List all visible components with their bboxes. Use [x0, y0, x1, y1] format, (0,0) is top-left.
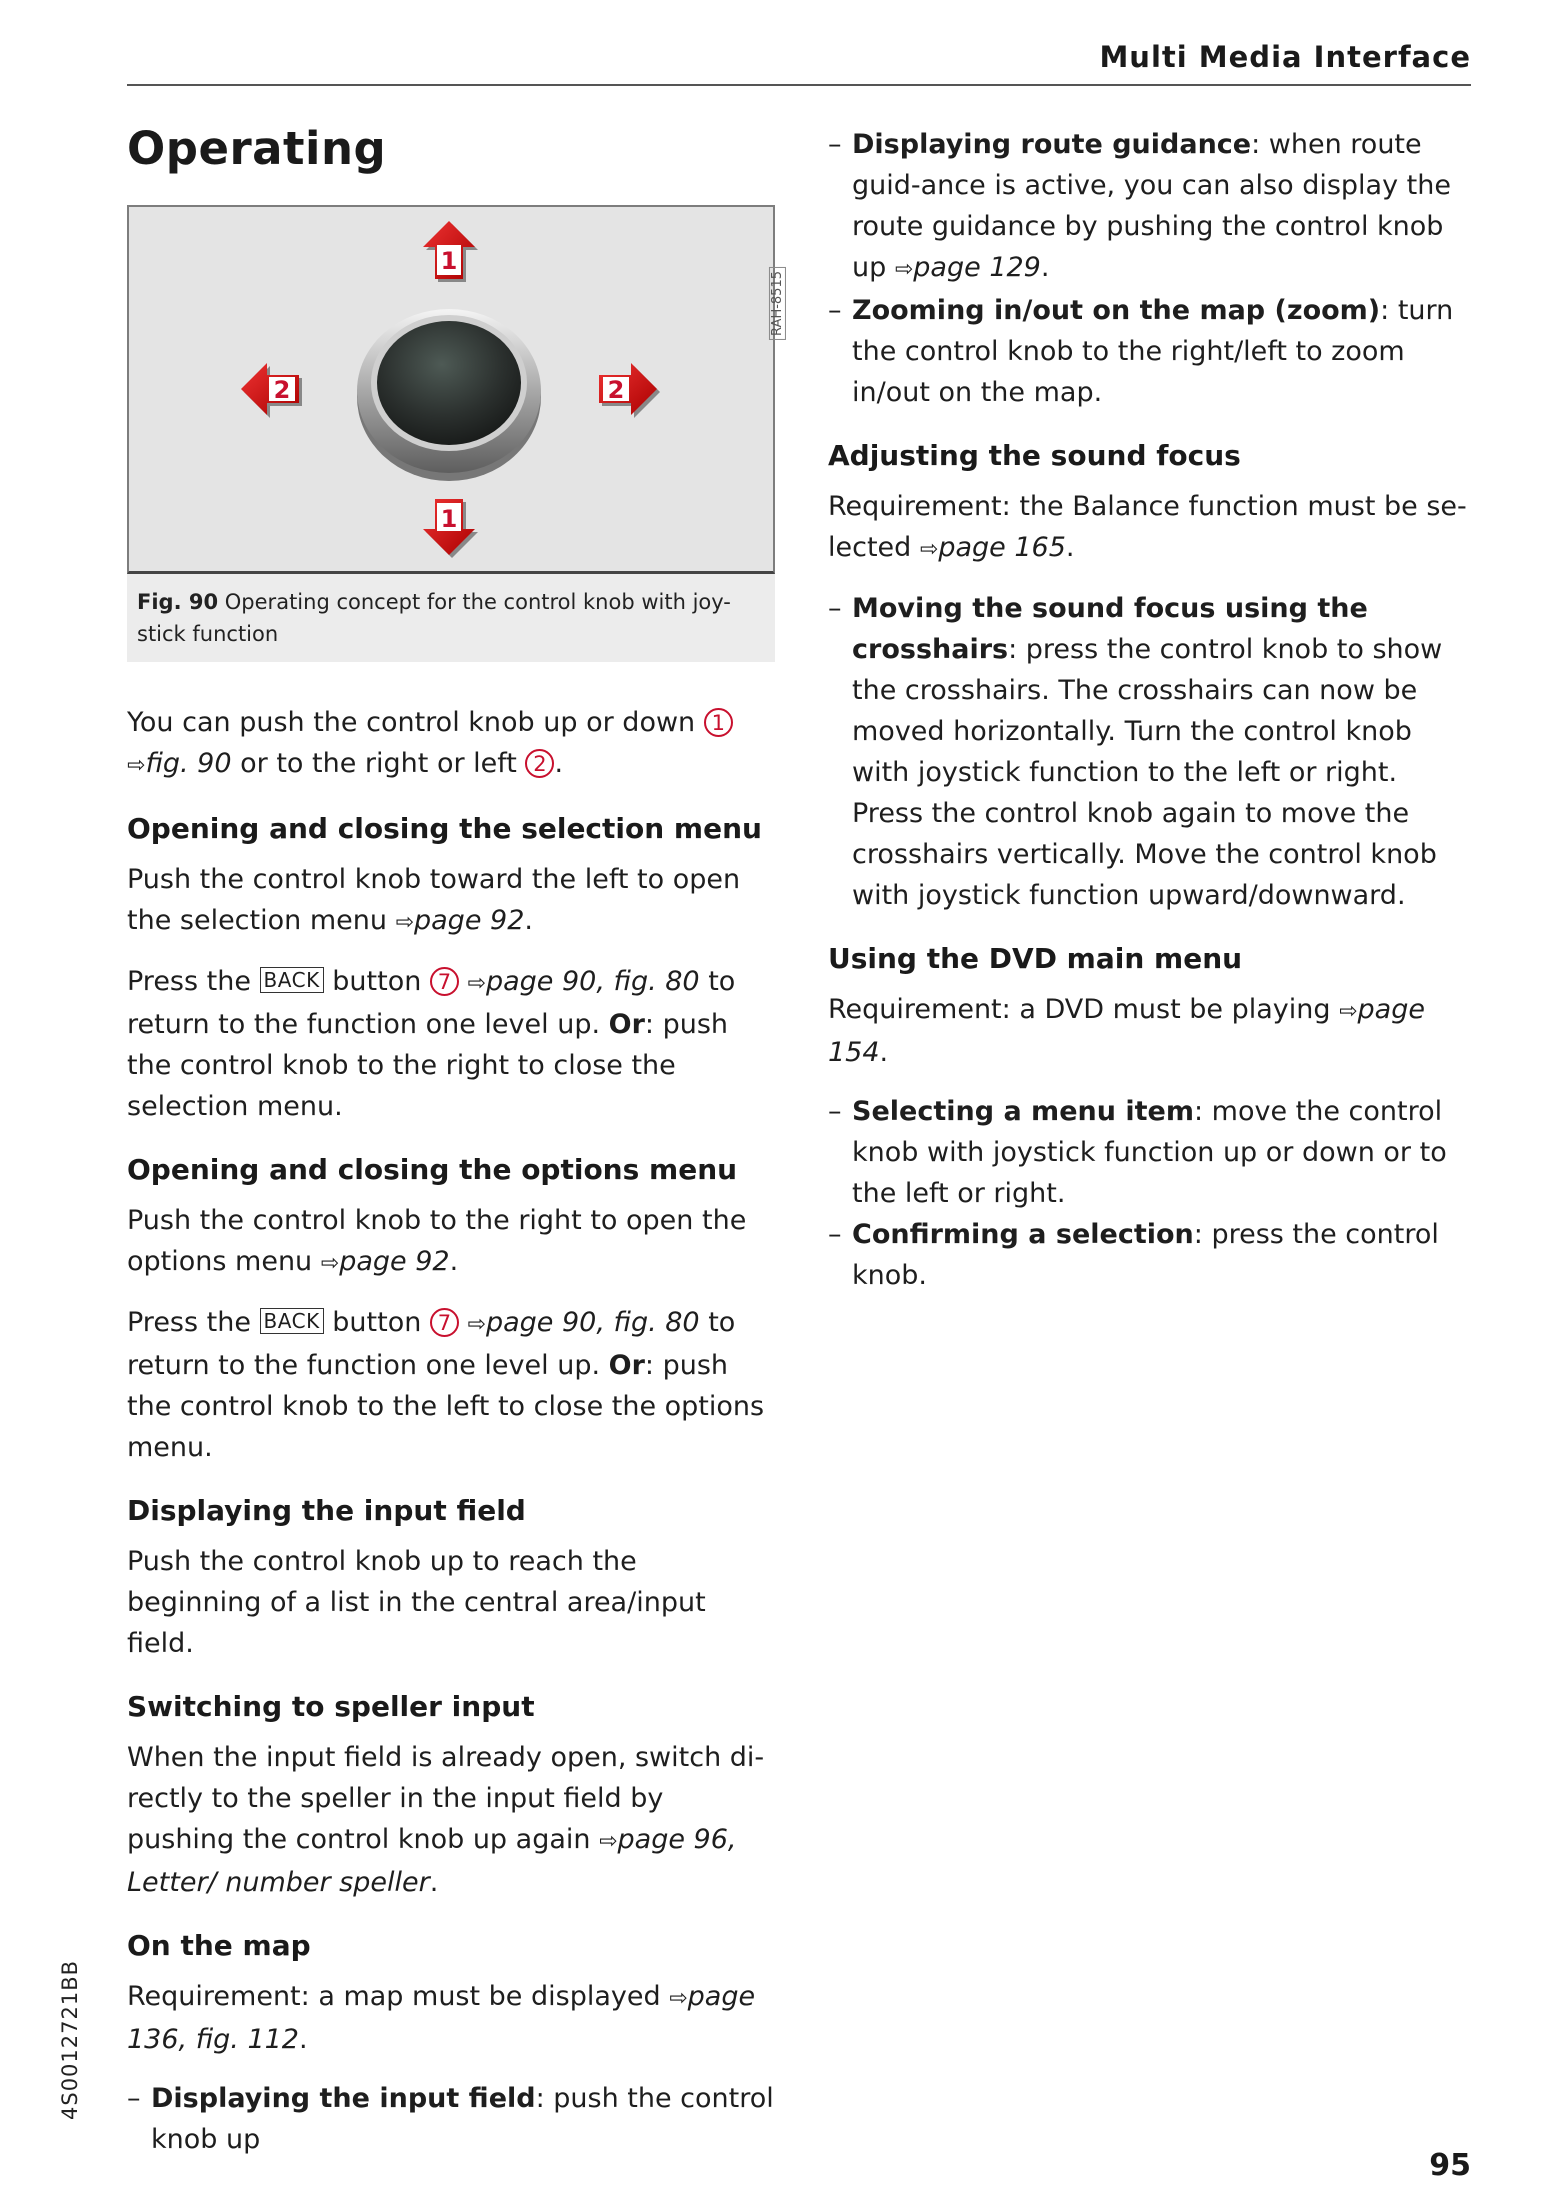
map-bullets — [828, 124, 1476, 413]
selection-menu-paragraph-2 — [127, 961, 777, 1127]
page-reference-link[interactable] — [396, 905, 525, 936]
sound-bullet-crosshairs — [828, 588, 1476, 916]
intro-paragraph — [127, 702, 777, 786]
header-rule — [127, 84, 1471, 86]
bullet-bold: Selecting a menu item — [852, 1096, 1194, 1127]
arrow-down-label: 1 — [440, 505, 458, 533]
page-reference-link[interactable] — [468, 966, 700, 997]
left-column — [127, 118, 785, 2160]
dvd-bullets — [828, 1091, 1476, 1296]
ref-text: page 154 — [828, 994, 1425, 1068]
text: Push the control knob to the right to open the options menu — [127, 1205, 747, 1277]
sound-bullets — [828, 588, 1476, 916]
arrow-ref-icon: ⇨ — [320, 1251, 340, 1276]
arrow-ref-icon: ⇨ — [599, 1829, 618, 1854]
arrow-up-label: 1 — [440, 247, 458, 275]
ref-text: page 136, fig. 112 — [127, 1981, 756, 2055]
arrow-ref-icon: ⇨ — [127, 753, 146, 778]
sound-focus-heading: Adjusting the sound focus — [828, 439, 1241, 472]
text: Requirement: a DVD must be playing — [828, 994, 1331, 1025]
bullet-bold: Moving the sound focus using the crosshairs — [852, 593, 1368, 665]
arrow-right-label: 2 — [607, 376, 625, 404]
text-end: . — [1065, 532, 1075, 563]
text: Press the — [127, 966, 251, 997]
figure-caption-text: Operating concept for the control knob with joy-stick function — [137, 590, 731, 646]
text: Press the — [127, 1307, 251, 1338]
speller-paragraph — [127, 1737, 777, 1903]
text-end: . — [449, 1246, 459, 1277]
bullet-bold: Displaying the input field — [151, 2083, 536, 2114]
section-title: Operating — [127, 122, 387, 175]
arrow-ref-icon: ⇨ — [467, 1312, 486, 1337]
page-number: 95 — [1429, 2148, 1471, 2183]
text-end: . — [1040, 252, 1050, 283]
page-reference-link[interactable] — [468, 1307, 700, 1338]
ref-text: page 92 — [414, 905, 525, 936]
dvd-bullet-confirm — [828, 1214, 1476, 1296]
figure-reference-link[interactable] — [127, 748, 232, 779]
arrow-up-icon — [423, 221, 478, 282]
figure — [127, 205, 785, 662]
text-end: . — [524, 905, 533, 936]
text-end: . — [429, 1867, 439, 1898]
bullet-text: : push the control knob up — [151, 2083, 774, 2155]
map-bullet-zoom — [828, 290, 1476, 413]
text: button — [332, 966, 422, 997]
text: to return to the function one level up. — [127, 966, 736, 1040]
bullet-text: : when route guid-ance is active, you can also display the route guidance by pushing the control knob up — [852, 129, 1451, 283]
bullet-bold: Displaying route guidance — [852, 129, 1252, 160]
bullet-text: : turn the control knob to the right/left to zoom in/out on the map. — [852, 295, 1454, 408]
callout-2-icon: 2 — [525, 749, 554, 778]
or-emphasis: Or — [608, 1009, 645, 1040]
back-key-label: BACK — [260, 967, 324, 993]
text: button — [332, 1307, 422, 1338]
intro-text-end: . — [554, 748, 564, 779]
or-emphasis: Or — [608, 1350, 645, 1381]
arrow-right-icon — [599, 363, 660, 418]
arrow-down-icon — [423, 499, 478, 558]
map-bullet-input-field — [127, 2078, 777, 2160]
ref-text: page 165 — [938, 532, 1066, 563]
ref-text: page 92 — [339, 1246, 450, 1277]
text-end: . — [879, 1037, 889, 1068]
intro-text-2: or to the right or left — [240, 748, 517, 779]
selection-menu-paragraph-1 — [127, 859, 777, 943]
text-end: . — [298, 2024, 308, 2055]
figure-caption — [127, 574, 775, 662]
side-document-code: 4S0012721BB — [58, 1959, 82, 2120]
sound-requirement-paragraph — [828, 486, 1476, 570]
ref-text: page 90, fig. 80 — [485, 1307, 700, 1338]
bullet-text: : move the control knob with joystick function up or down or to the left or right. — [852, 1096, 1447, 1209]
text: : push the control knob to the left to close the options menu. — [127, 1350, 765, 1463]
bullet-text: : press the control knob to show the crosshairs. The crosshairs can now be moved horizontally. Turn the control knob with joystick function to the left or right. Press the control knob again to move the crosshairs vertically. Move the control knob with joystick function upward/downward. — [852, 634, 1443, 911]
intro-text-1: You can push the control knob up or down — [127, 707, 696, 738]
text: Requirement: a map must be displayed — [127, 1981, 661, 2012]
bullet-text: : press the control knob. — [852, 1219, 1439, 1291]
figure-illustration — [127, 205, 785, 574]
ref-text: page 96, Letter/ number speller — [127, 1824, 737, 1898]
map-bullet-route-guidance — [828, 124, 1476, 290]
ref-text: page 90, fig. 80 — [485, 966, 700, 997]
map-heading: On the map — [127, 1929, 311, 1962]
arrow-ref-icon: ⇨ — [669, 1986, 688, 2011]
text: : push the control knob to the right to close the selection menu. — [127, 1009, 729, 1122]
arrow-ref-icon: ⇨ — [467, 971, 486, 996]
right-column — [828, 124, 1476, 1314]
callout-7-icon: 7 — [430, 1308, 459, 1337]
text: When the input field is already open, switch di-rectly to the speller in the input field by pushing the control knob up again — [127, 1742, 765, 1855]
dvd-requirement-paragraph — [828, 989, 1476, 1073]
dvd-menu-heading: Using the DVD main menu — [828, 942, 1243, 975]
ref-text: page 129 — [913, 252, 1041, 283]
page-reference-link[interactable] — [895, 252, 1041, 283]
control-knob-icon — [357, 309, 541, 481]
page-reference-link[interactable] — [920, 532, 1066, 563]
text: to return to the function one level up. — [127, 1307, 736, 1381]
selection-menu-heading: Opening and closing the selection menu — [127, 812, 762, 845]
text: Requirement: the Balance function must be se-lected — [828, 491, 1467, 563]
map-requirement-paragraph — [127, 1976, 777, 2060]
speller-heading: Switching to speller input — [127, 1690, 535, 1723]
bullet-bold: Zooming in/out on the map (zoom) — [852, 295, 1381, 326]
back-key-label: BACK — [260, 1308, 324, 1334]
dvd-bullet-select — [828, 1091, 1476, 1214]
callout-7-icon: 7 — [430, 967, 459, 996]
figure-caption-label: Fig. 90 — [137, 590, 219, 614]
page-reference-link[interactable] — [321, 1246, 450, 1277]
options-menu-paragraph-2 — [127, 1302, 777, 1468]
options-menu-heading: Opening and closing the options menu — [127, 1153, 738, 1186]
arrow-ref-icon: ⇨ — [894, 257, 914, 282]
callout-1-icon: 1 — [704, 708, 733, 737]
input-field-paragraph: Push the control knob up to reach the beginning of a list in the central area/input field. — [127, 1546, 706, 1659]
arrow-left-label: 2 — [273, 376, 291, 404]
input-field-heading: Displaying the input field — [127, 1494, 526, 1527]
arrow-ref-icon: ⇨ — [395, 910, 414, 935]
arrow-ref-icon: ⇨ — [1339, 999, 1358, 1024]
options-menu-paragraph-1 — [127, 1200, 777, 1284]
arrow-left-icon — [241, 363, 302, 418]
ref-text: fig. 90 — [145, 748, 232, 779]
figure-code: RAH-8515 — [769, 267, 786, 340]
text: Push the control knob toward the left to open the selection menu — [127, 864, 741, 936]
page-header-title: Multi Media Interface — [1099, 40, 1471, 74]
arrow-ref-icon: ⇨ — [919, 537, 939, 562]
bullet-bold: Confirming a selection — [852, 1219, 1194, 1250]
